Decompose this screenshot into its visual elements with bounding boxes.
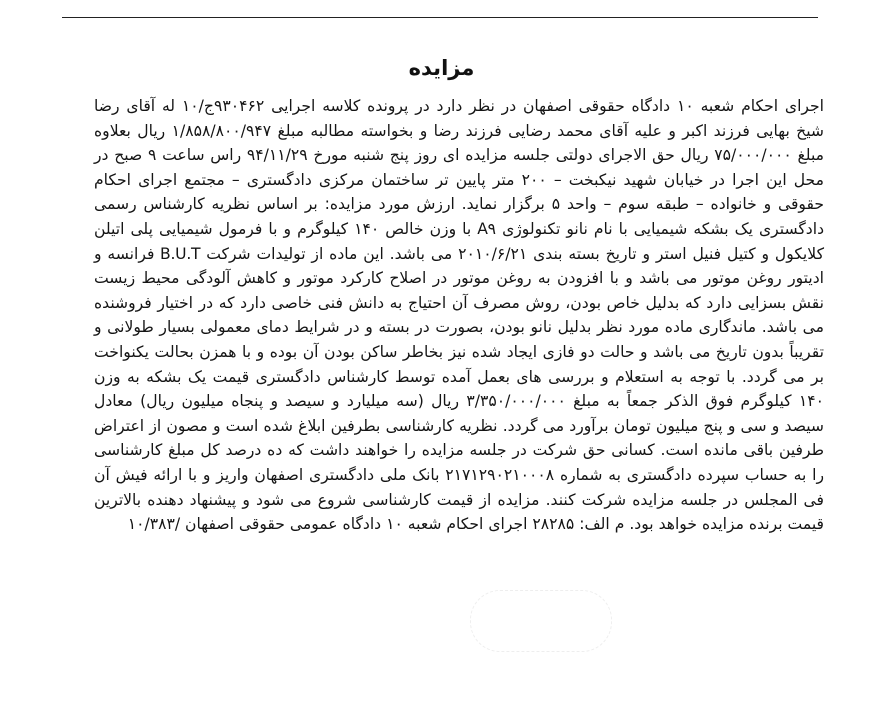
document-body-text: اجرای احکام شعبه ۱۰ دادگاه حقوقی اصفهان در نظر دارد در پرونده کلاسه اجرایی ۹۳۰۴۶۲ج/۱۰ له آقای رضا شیخ بهایی فرزند اکبر و علیه آقای محمد رضایی فرزند رضا و بخواسته مطالبه مبلغ ۱/۸۵۸/۸۰۰/۹۴۷ ریال بعلاوه مبلغ ۷۵/۰۰۰/۰۰۰ ریال حق الاجرای دولتی جلسه مزایده ای روز پنج شنبه مورخ ۹۴/۱۱/۲۹ راس ساعت ۹ صبح در محل این اجرا در خیابان شهید نیکبخت – ۲۰۰ متر پایین تر ساختمان مرکزی دادگستری – مجتمع اجرای احکام حقوقی و خانواده – طبقه سوم – واحد ۵ برگزار نماید. ارزش مورد مزایده: بر اساس نظریه کارشناس رسمی دادگستری یک بشکه شیمیایی با نام نانو تکنولوژی A۹ با وزن خالص ۱۴۰ کیلوگرم و با فرمول شیمیایی پلی اتیلن کلایکول و کتیل فنیل استر و تاریخ بسته بندی ۲۰۱۰/۶/۲۱ می باشد. این ماده از تولیدات شرکت B.U.T فرانسه و ادیتور روغن موتور می باشد و با افزودن به روغن موتور در اصلاح کارکرد موتور و کاهش آلودگی محیط زیست نقش بسزایی دارد که بدلیل خاص بودن، روش مصرف آن احتیاج به دانش فنی خاصی دارد که در اختیار فروشنده می باشد. ماندگاری ماده مورد نظر بدلیل نانو بودن، بصورت در بسته و در شرایط دمای معمولی بسیار طولانی و تقریباً بدون تاریخ می باشد و حالت دو فازی ایجاد شده نیز بخاطر ساکن بودن آن بوده و با همزن بحالت یکنواخت بر می گردد. با توجه به استعلام و بررسی های بعمل آمده توسط کارشناس دادگستری قیمت یک بشکه به وزن ۱۴۰ کیلوگرم فوق الذکر جمعاً به مبلغ ۳/۳۵۰/۰۰۰/۰۰۰ ریال (سه میلیارد و سیصد و پنجاه میلیون ریال) معادل سیصد و سی و پنج میلیون تومان برآورد می گردد. نظریه کارشناسی بطرفین ابلاغ شده است و مصون از اعتراض طرفین باقی مانده است. کسانی حق شرکت در جلسه مزایده را خواهند داشت که ده درصد کل مبلغ کارشناسی را به حساب سپرده دادگستری به شماره ۲۱۷۱۲۹۰۲۱۰۰۰۸ بانک ملی دادگستری اصفهان واریز و با ارائه فیش آن فی المجلس در جلسه مزایده شرکت کنند. مزایده از قیمت کارشناسی شروع می شود و پیشنهاد دهنده بالاترین قیمت برنده مزایده خواهد بود. م الف: ۲۸۲۸۵ اجرای احکام شعبه ۱۰ دادگاه عمومی حقوقی اصفهان /۱۰/۳۸۳ [94, 97, 825, 534]
top-divider-line [62, 17, 818, 18]
document-title: مزایده [408, 56, 475, 80]
faint-stamp-watermark [470, 590, 612, 652]
